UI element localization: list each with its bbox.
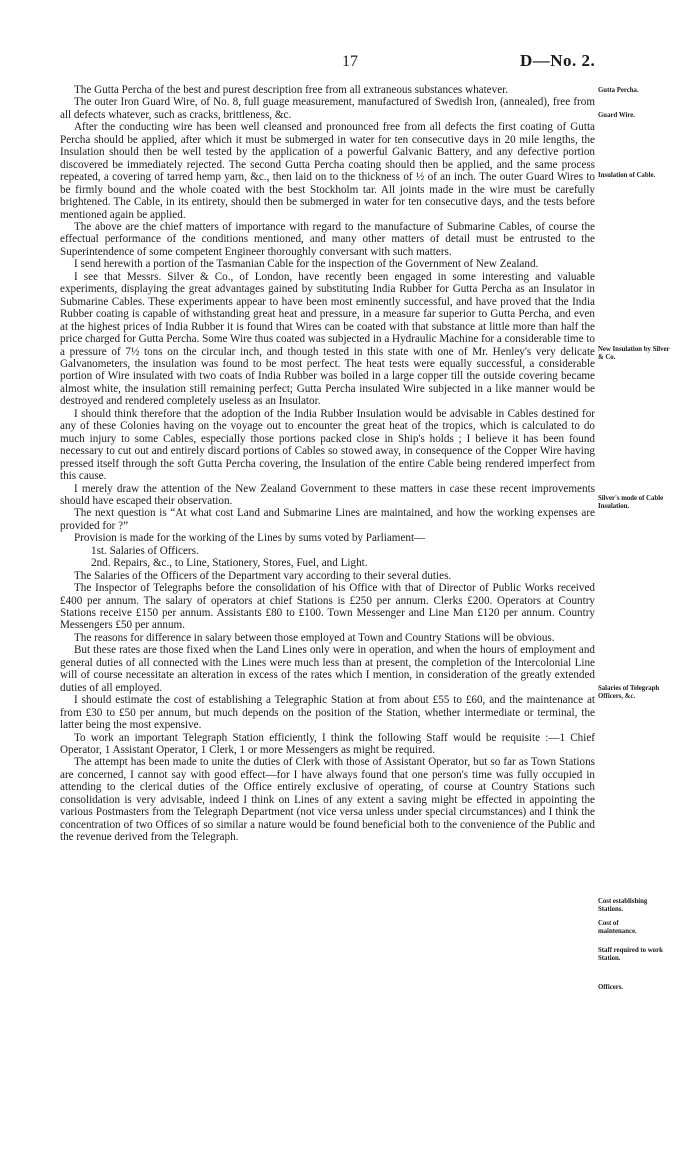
paragraph-clerk-operator: The attempt has been made to unite the duties of Clerk with those of Assistant Operator, but so far as Town Stations are concerned, I cannot say with good effect—for I have always found that one person's time was fully occupied in attending to the clerical duties of the Office entirely exclusive of operating, of course at Country Stations such consolidation is very advisable, indeed I think on Lines of any extent a saving might be effected in appointing the various Postmasters from the Telegraph Department (not vice versa unless under special circumstances) and I think the concentration of two Offices of so similar a nature would be found beneficial both to the convenience of the Public and the revenue derived from the Telegraph. (60, 756, 595, 844)
paragraph-station-cost: I should estimate the cost of establishing a Telegraphic Station at from about £55 to £60, and the maintenance at from £30 to £50 per annum, but much depends on the position of the Station, whether intermediate or terminal, the latter being the most expensive. (60, 694, 595, 732)
list-item-repairs: 2nd. Repairs, &c., to Line, Stationery, Stores, Fuel, and Light. (91, 557, 368, 570)
margin-note-salaries: Salaries of Telegraph Officers, &c. (598, 685, 660, 701)
margin-note-gutta-percha: Gutta Percha. (598, 87, 639, 94)
page-number: 17 (342, 53, 358, 70)
paragraph-india-rubber-advice: I should think therefore that the adoption of the India Rubber Insulation would be advisable in Cables destined for any of these Colonies having on the voyage out to encounter the great heat of the tropics, which is calculated to do much injury to some Cables, especially those portions packed close in Ship's holds ; I believe it has been found necessary to cut out and entirely discard portions of Cables so stowed away, in consequence of the Copper Wire having pressed itself through the soft Gutta Percha covering, the Insulation of the entire Cable being rendered imperfect from this cause. (60, 407, 595, 483)
paragraph-guard-wire: The outer Iron Guard Wire, of No. 8, full guage measurement, manufactured of Swedish Iron, (annealed), free from all defects whatever, such as cracks, brittleness, &c. (60, 96, 595, 121)
list-item-salaries: 1st. Salaries of Officers. (91, 544, 199, 557)
document-reference: D—No. 2. (520, 51, 596, 70)
paragraph-gutta-percha: The Gutta Percha of the best and purest description free from all extraneous substances whatever. (74, 84, 509, 96)
paragraph-staff: To work an important Telegraph Station efficiently, I think the following Staff would be requisite :—1 Chief Operator, 1 Assistant Operator, 1 Clerk, 1 or more Messengers as might be required. (60, 731, 595, 757)
margin-note-cost-maintenance: Cost of maintenance. (598, 920, 637, 936)
paragraph-attention: I merely draw the attention of the New Zealand Government to these matters in case these recent improvements should have escaped their observation. (60, 482, 595, 507)
paragraph-salary-reasons: The reasons for difference in salary between those employed at Town and Country Stations will be obvious. (74, 631, 555, 644)
margin-note-insulation-of-cable: Insulation of Cable. (598, 172, 656, 179)
body-text (60, 84, 595, 844)
paragraph-rates: But these rates are those fixed when the Land Lines only were in operation, and when the hours of employment and general duties of all connected with the Lines were much less than at present, the completion of the Intercolonial Line will of course necessitate an alteration in excess of the rates which I mention, in consideration of the greatly extended duties of all employed. (60, 644, 595, 694)
margin-note-staff-required: Staff required to work Station. (598, 947, 663, 963)
margin-note-officers: Officers. (598, 984, 624, 991)
margin-note-cost-establishing: Cost establishing Stations. (598, 898, 648, 914)
paragraph-tasmanian-cable: I send herewith a portion of the Tasmanian Cable for the inspection of the Government of New Zealand. (74, 258, 539, 271)
paragraph-insulation-process: After the conducting wire has been well cleansed and pronounced free from all defects the first coating of Gutta Percha should be applied, after which it must be submerged in water for ten consecutive days in 20 mile lengths, the Insulation should then be well tested by the application of a powerful Galvanic Battery, and any defective portion discovered be immediately rejected. The second Gutta Percha coating should then be applied, and the same process repeated, a covering of tarred hemp yarn, &c., then laid on to the thickness of ½ of an inch. The outer Guard Wires to be firmly bound and the whole coated with the best Stockholm tar. All joints made in the wire must be carefully brightened. The Cable, in its entirety, should then be submerged in water for ten consecutive days, and the tests before mentioned again be applied. (60, 121, 595, 221)
paragraph-salaries-vary: The Salaries of the Officers of the Department vary according to their several duties. (74, 569, 452, 582)
margin-note-new-insulation: New Insulation by Silver & Co. (598, 346, 670, 362)
margin-note-guard-wire: Guard Wire. (598, 112, 636, 119)
paragraph-inspector-salaries: The Inspector of Telegraphs before the consolidation of his Office with that of Director of Public Works received £400 per annum. The salary of operators at chief Stations is £250 per annum. Clerks £200. Operators at Country Stations receive £150 per annum. Assistants £80 to £100. Town Messenger and Line Man £120 per annum. Country Messengers £50 per annum. (60, 582, 595, 632)
paragraph-chief-matters: The above are the chief matters of importance with regard to the manufacture of Submarine Cables, of course the effectual performance of the conditions mentioned, and many other matters of detail must be entrusted to the Superintendence of some competent Engineer thoroughly conversant with such matters. (60, 220, 595, 258)
margin-note-silver-mode: Silver's mode of Cable Insulation. (598, 495, 664, 511)
paragraph-silver-experiments: I see that Messrs. Silver & Co., of London, have recently been engaged in some interesting and valuable experiments, displaying the great advantages gained by substituting India Rubber for Gutta Percha as an Insulator in Submarine Cables. These experiments appear to have been most eminently successful, and have proved that the India Rubber coating is capable of withstanding great heat and pressure, in a measure far superior to Gutta Percha, and even at the highest prices of India Rubber it is found that Wires can be coated with that substance at little more than half the price charged for Gutta Percha. Some Wire thus coated was subjected in a Hydraulic Machine for a considerable time to a pressure of 7½ tons on the circular inch, and though tested in this state with one of Mr. Henley's very delicate Galvanometers, the insulation was found to be most perfect. The heat tests were equally successful, a considerable portion of Wire insulated with two coats of India Rubber was boiled in a large copper till the outside covering became almost white, the insulation still remaining perfect; Gutta Percha insulated Wire subjected in a like manner would be destroyed and rendered completely useless as an Insulator. (60, 270, 595, 408)
paragraph-provision: Provision is made for the working of the Lines by sums voted by Parliament— (74, 532, 426, 545)
paragraph-next-question: The next question is “At what cost Land and Submarine Lines are maintained, and how the working expenses are provided for ?” (60, 507, 595, 532)
